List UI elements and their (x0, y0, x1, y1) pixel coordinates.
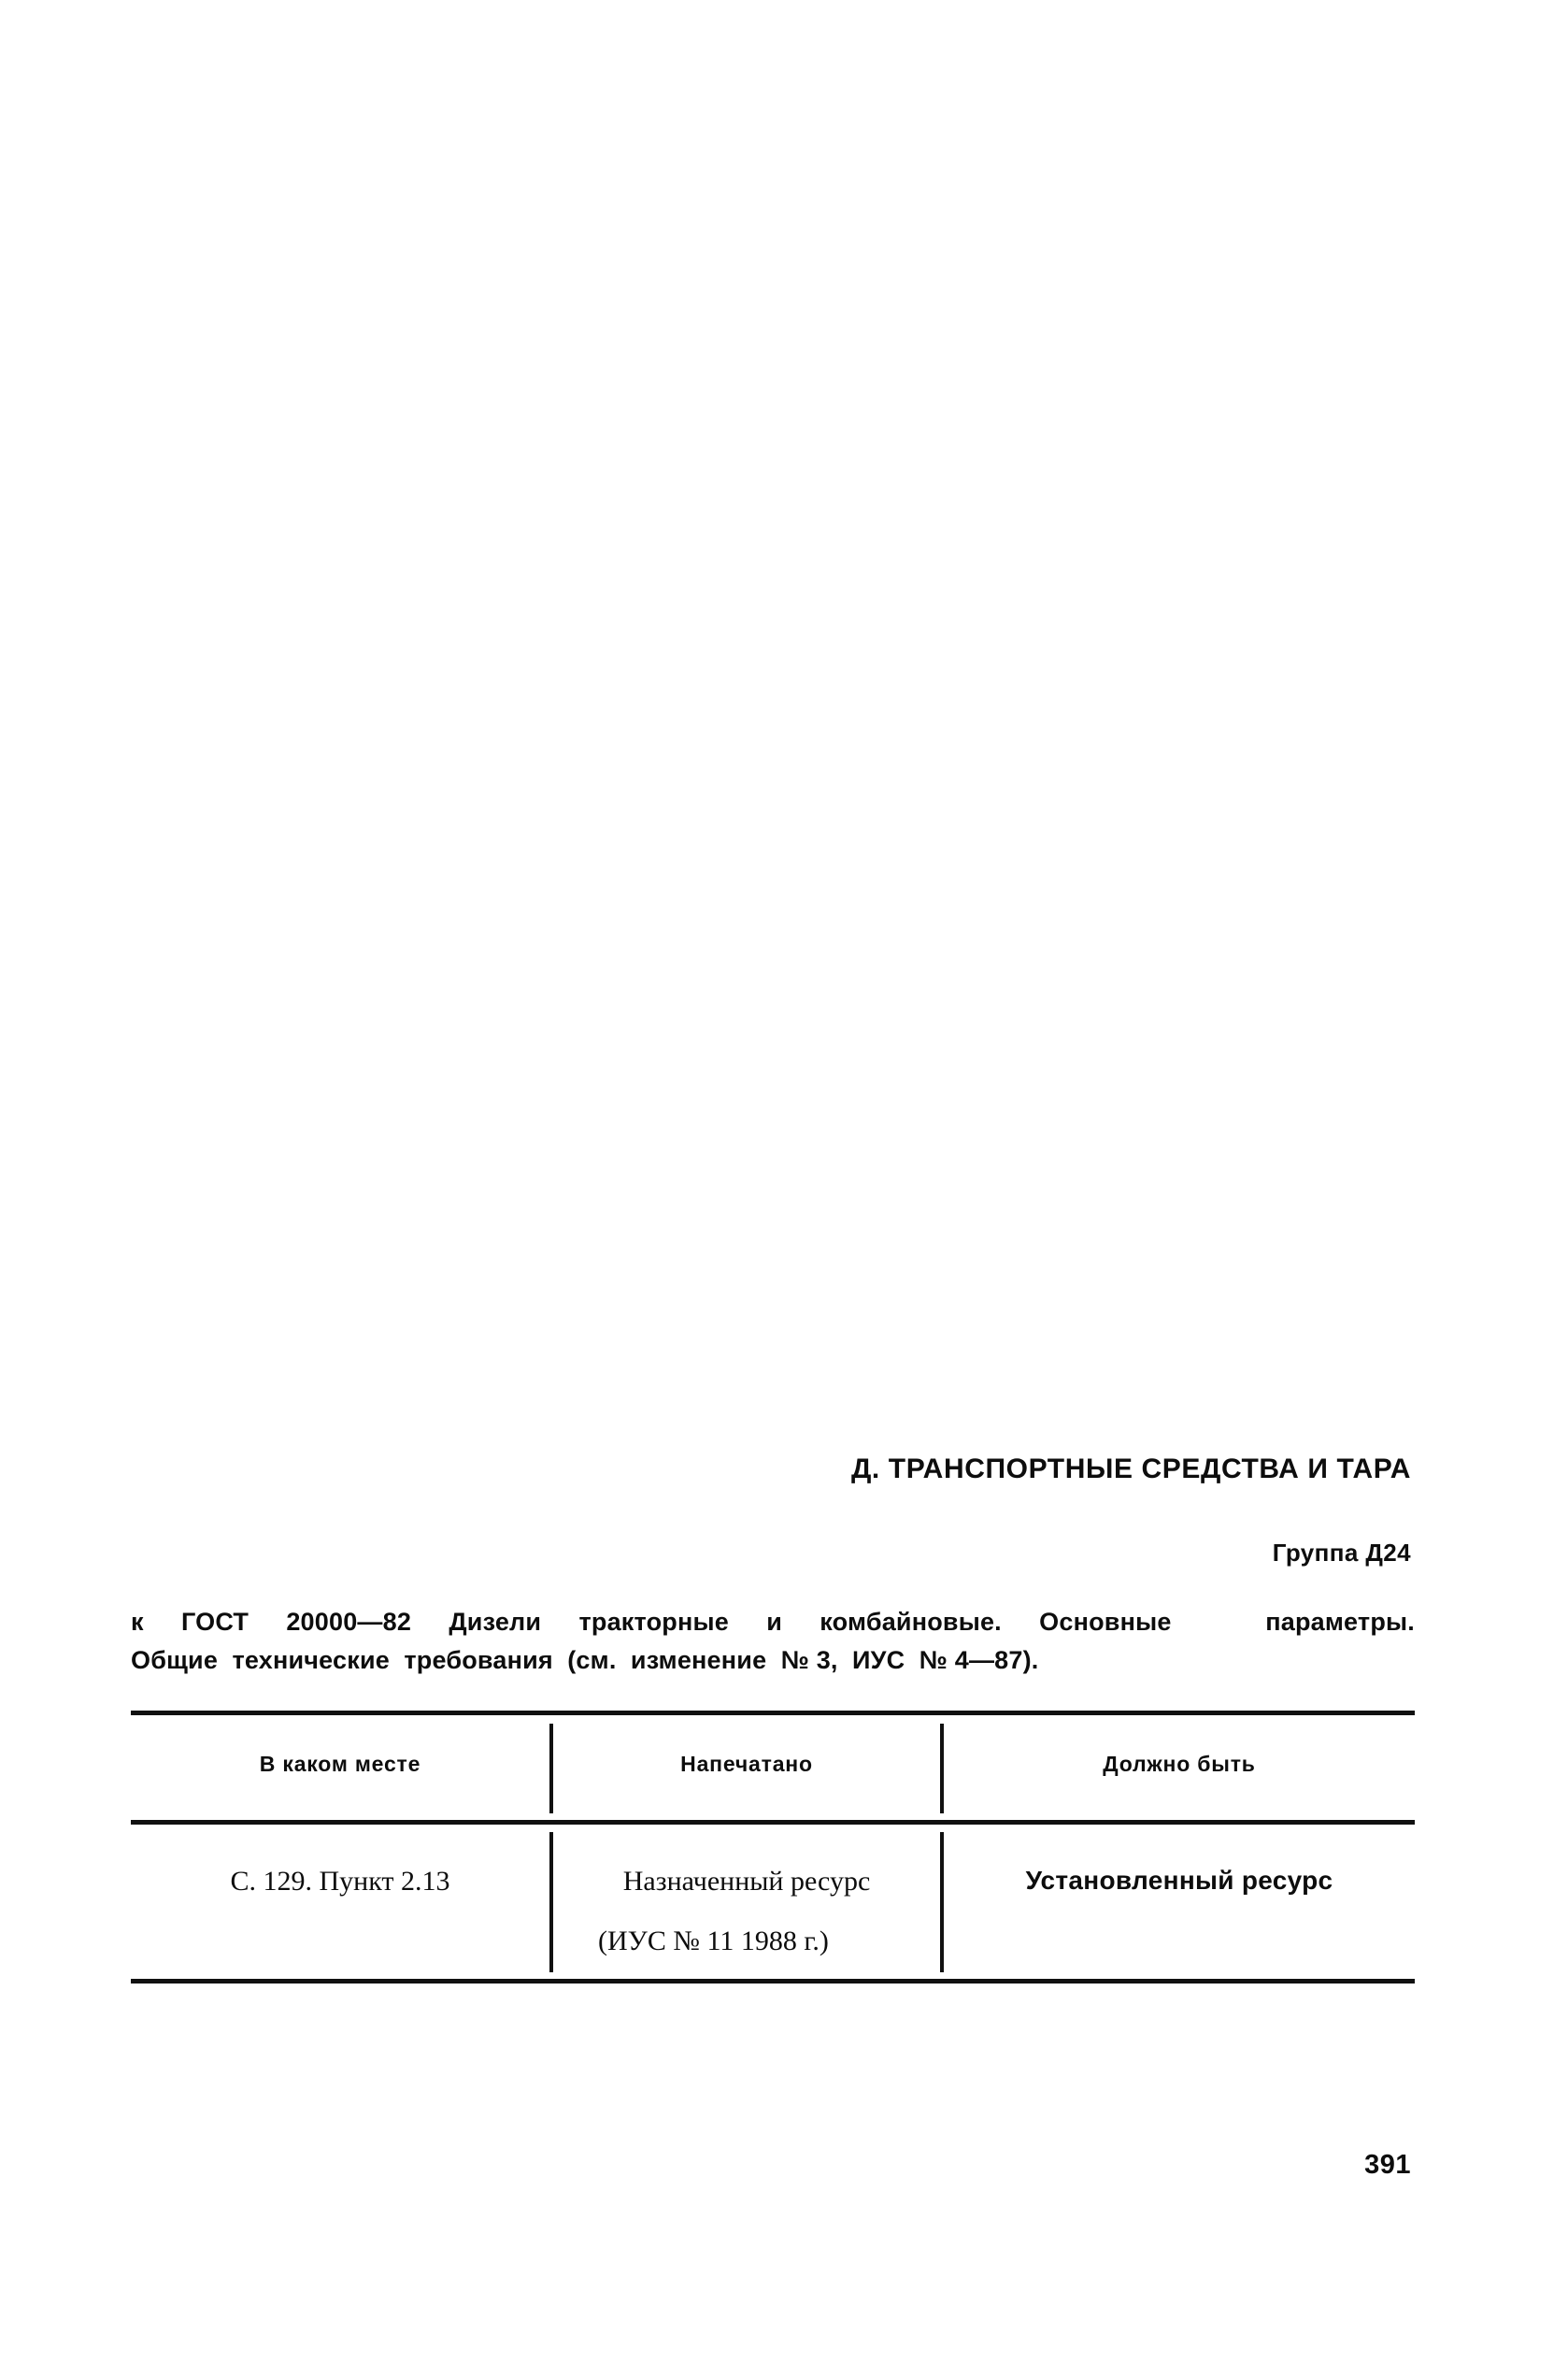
bulletin-footnote: (ИУС № 11 1988 г.) (598, 1926, 829, 1956)
table-cell-printed: Назначенный ресурс (622, 1866, 871, 1897)
table-rule-bottom (131, 1979, 1415, 1983)
table-header-printed: Напечатано (680, 1752, 813, 1776)
intro-paragraph (131, 1603, 1415, 1680)
table-header-should-be: Должно быть (1103, 1752, 1256, 1776)
table-column-divider (549, 1832, 553, 1972)
intro-line-1: к ГОСТ 20000—82 Дизели тракторные и комбайновые. Основные параметры. (131, 1608, 1415, 1636)
table-cell-should-be: Установленный ресурс (1025, 1866, 1333, 1895)
table-rule-middle (131, 1820, 1415, 1825)
page-number: 391 (1364, 2150, 1411, 2180)
table-column-divider (940, 1832, 944, 1972)
group-label: Группа Д24 (1272, 1539, 1411, 1567)
table-header-location: В каком месте (259, 1752, 421, 1776)
section-heading: Д. ТРАНСПОРТНЫЕ СРЕДСТВА И ТАРА (850, 1454, 1411, 1484)
table-cell-location: С. 129. Пункт 2.13 (230, 1866, 450, 1897)
table-rule-top (131, 1711, 1415, 1715)
intro-line-2: Общие технические требования (см. изменение № 3, ИУС № 4—87). (131, 1646, 1039, 1674)
